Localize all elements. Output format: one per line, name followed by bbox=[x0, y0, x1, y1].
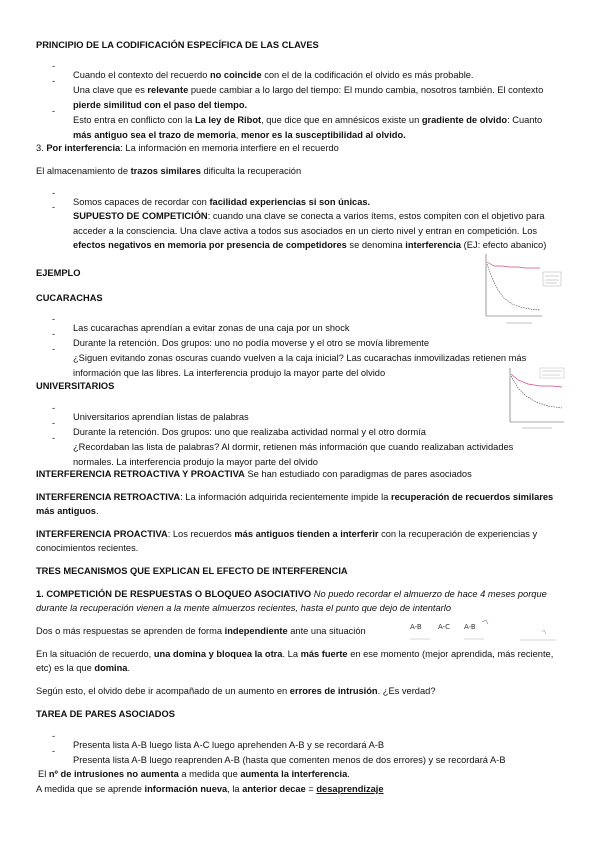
bullet-dash: - bbox=[52, 202, 56, 212]
section-title-tarea: TAREA DE PARES ASOCIADOS bbox=[36, 709, 175, 719]
forgetting-curve-figure-cucarachas bbox=[480, 250, 565, 328]
paragraph-competicion: 1. COMPETICIÓN DE RESPUESTAS O BLOQUEO ASOCIATIVO No puedo recordar el almuerzo de hace 4 meses porque durante la recuperación vienen a la mente almuerzos recientes, hasta el punto que dejo de intentarlo bbox=[36, 589, 547, 614]
bullet-dash: - bbox=[52, 746, 56, 756]
bullet-dash: - bbox=[52, 188, 56, 198]
paragraph: Según esto, el olvido debe ir acompañado de un aumento en errores de intrusión. ¿Es verdad? bbox=[36, 686, 436, 696]
subsection-title-cucarachas: CUCARACHAS bbox=[36, 293, 103, 303]
list-item: Durante la retención. Dos grupos: uno que realizaba actividad normal y el otro dormía bbox=[73, 427, 426, 438]
pair-label: A-B bbox=[410, 623, 422, 631]
bullet-dash: - bbox=[52, 329, 56, 339]
pair-label: A-C bbox=[438, 623, 451, 631]
list-item: Universitarios aprendían listas de palabras bbox=[73, 412, 249, 423]
paragraph-retroactiva: INTERFERENCIA RETROACTIVA: La información adquirida recientemente impide la recuperación de recuerdos similares más antiguos. bbox=[36, 492, 554, 517]
bullet-dash: - bbox=[52, 403, 56, 413]
list-item: Presenta lista A-B luego reaprenden A-B (hasta que comenten menos de dos errores) y se recordará A-B bbox=[73, 755, 506, 766]
list-item: Presenta lista A-B luego lista A-C luego aprehenden A-B y se recordará A-B bbox=[73, 740, 385, 751]
bullet-dash: - bbox=[52, 314, 56, 324]
subsection-title-universitarios: UNIVERSITARIOS bbox=[36, 381, 115, 391]
paragraph-retro-proactiva: INTERFERENCIA RETROACTIVA Y PROACTIVA Se han estudiado con paradigmas de pares asociados bbox=[36, 469, 472, 479]
list-item: Las cucarachas aprendían a evitar zonas de una caja por un shock bbox=[73, 323, 350, 334]
paragraph-proactiva: INTERFERENCIA PROACTIVA: Los recuerdos más antiguos tienden a interferir con la recuperación de experiencias y conocimientos recientes. bbox=[36, 529, 538, 554]
bullet-dash: - bbox=[52, 344, 56, 354]
list-item: Cuando el contexto del recuerdo no coincide con el de la codificación el olvido es más probable. bbox=[73, 70, 474, 81]
forgetting-curve-figure-universitarios bbox=[500, 362, 570, 434]
list-item: Una clave que es relevante puede cambiar a lo largo del tiempo: El mundo cambia, nosotros también. El contexto pierde similitud con el paso del tiempo. bbox=[73, 85, 544, 110]
section-title-ejemplo: EJEMPLO bbox=[36, 268, 81, 278]
paragraph-conclusion: El nº de intrusiones no aumenta a medida que aumenta la interferencia. bbox=[38, 769, 350, 779]
bullet-dash: - bbox=[52, 106, 56, 116]
section-title-codificacion: PRINCIPIO DE LA CODIFICACIÓN ESPECÍFICA DE LAS CLAVES bbox=[36, 40, 319, 50]
bullet-dash: - bbox=[52, 76, 56, 86]
list-item: Esto entra en conflicto con la La ley de Ribot, que dice que en amnésicos existe un gradiente de olvido: Cuanto más antiguo sea el trazo de memoria, menor es la susceptibilidad al olvido. bbox=[73, 115, 543, 140]
section-heading-interferencia: 3. Por interferencia: La información en memoria interfiere en el recuerdo bbox=[36, 143, 339, 153]
paragraph: Dos o más respuestas se aprenden de forma independiente ante una situación bbox=[36, 626, 366, 636]
paragraph: El almacenamiento de trazos similares dificulta la recuperación bbox=[36, 166, 302, 176]
list-item: Somos capaces de recordar con facilidad experiencias si son únicas. bbox=[73, 197, 371, 208]
section-title-mecanismos: TRES MECANISMOS QUE EXPLICAN EL EFECTO DE INTERFERENCIA bbox=[36, 566, 348, 576]
list-item: ¿Recordaban las lista de palabras? Al dormir, retienen más información que cuando realizaban actividades normales. La interferencia produjo la mayor parte del olvido bbox=[73, 442, 514, 467]
bullet-dash: - bbox=[52, 433, 56, 443]
bullet-dash: - bbox=[52, 418, 56, 428]
pair-label: A-B bbox=[464, 623, 476, 631]
paragraph-desaprendizaje: A medida que se aprende información nueva, la anterior decae = desaprendizaje bbox=[36, 784, 384, 794]
bullet-dash: - bbox=[52, 731, 56, 741]
paragraph: En la situación de recuerdo, una domina y bloquea la otra. La más fuerte en ese momento (mejor aprendida, más reciente, etc) es la que domina. bbox=[36, 649, 554, 674]
paired-associates-figure bbox=[408, 618, 558, 644]
list-item: SUPUESTO DE COMPETICIÓN: cuando una clave se conecta a varios ítems, estos compiten con el objetivo para acceder a la consciencia. Una clave activa a todos sus asociados en un cierto nivel y entran en competición. Los efectos negativos en memoria por presencia de competidores se denomina interferencia (EJ: efecto abanico) bbox=[73, 211, 547, 250]
bullet-dash: - bbox=[52, 61, 56, 71]
list-item: ¿Siguen evitando zonas oscuras cuando vuelven a la caja inicial? Las cucarachas inmovilizadas retienen más información que las libres. La interferencia produjo la mayor parte del olvido bbox=[73, 353, 527, 378]
list-item: Durante la retención. Dos grupos: uno no podía moverse y el otro se movía libremente bbox=[73, 338, 430, 349]
